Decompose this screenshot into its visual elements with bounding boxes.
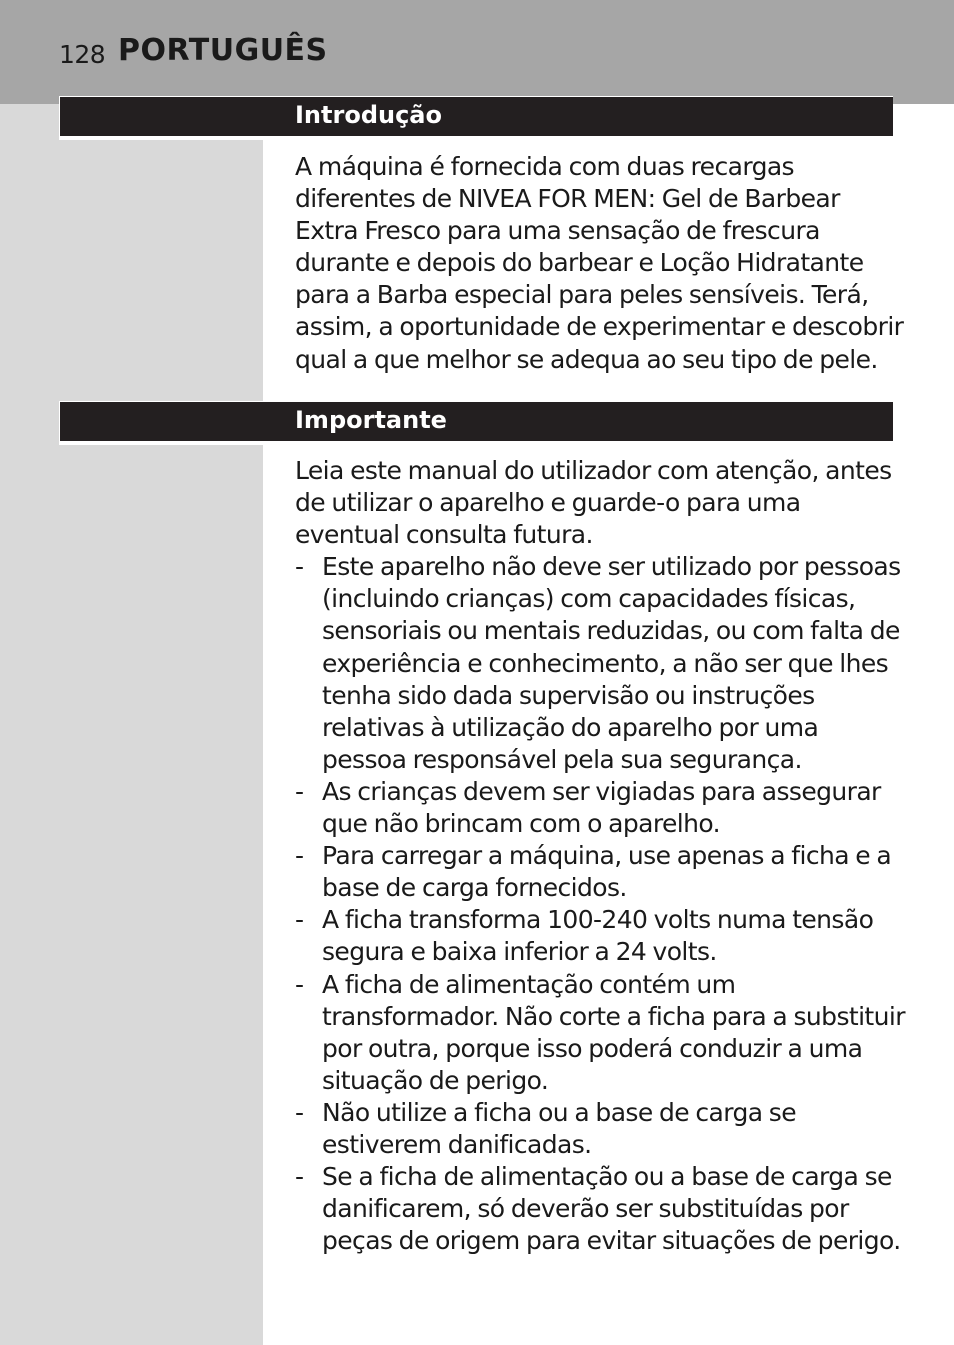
left-margin-column xyxy=(0,104,263,1345)
section-header-importante xyxy=(59,401,893,445)
page-number: 128 xyxy=(59,40,106,69)
list-item-text: A ficha transforma 100-240 volts numa tensão segura e baixa inferior a 24 volts. xyxy=(322,905,874,967)
list-item xyxy=(295,969,905,1097)
introducao-body xyxy=(295,151,905,376)
bullet-dash: - xyxy=(295,905,304,935)
bullet-dash: - xyxy=(295,1162,304,1192)
section-header-fill xyxy=(60,402,893,441)
bullet-dash: - xyxy=(295,841,304,871)
importante-body xyxy=(295,455,905,1257)
list-item xyxy=(295,840,905,904)
list-item-text: Para carregar a máquina, use apenas a ficha e a base de carga fornecidos. xyxy=(322,841,892,903)
section-header-fill xyxy=(60,97,893,136)
introducao-paragraph: A máquina é fornecida com duas recargas diferentes de NIVEA FOR MEN: Gel de Barbear Extra Fresco para uma sensação de frescura durante e depois do barbear e Loção Hidratante para a Barba especial para peles sensíveis. Terá, assim, a oportunidade de experimentar e descobrir qual a que melhor se adequa ao seu tipo de pele. xyxy=(295,152,904,374)
language-title: PORTUGUÊS xyxy=(118,33,328,68)
list-item xyxy=(295,1097,905,1161)
section-header-introducao xyxy=(59,96,893,140)
safety-bullet-list xyxy=(295,551,905,1257)
list-item-text: Este aparelho não deve ser utilizado por pessoas (incluindo crianças) com capacidades físicas, sensoriais ou mentais reduzidas, ou com falta de experiência e conhecimento, a não ser que lhes tenha sido dada supervisão ou instruções relativas à utilização do aparelho por uma pessoa responsável pela sua segurança. xyxy=(322,552,901,774)
list-item-text: As crianças devem ser vigiadas para assegurar que não brincam com o aparelho. xyxy=(322,776,881,839)
bullet-dash: - xyxy=(295,1097,304,1127)
importante-intro: Leia este manual do utilizador com atenção, antes de utilizar o aparelho e guarde-o para uma eventual consulta futura. xyxy=(295,456,892,550)
list-item xyxy=(295,776,905,840)
bullet-dash: - xyxy=(295,552,304,582)
bullet-dash: - xyxy=(295,776,304,806)
list-item xyxy=(295,1161,905,1257)
list-item xyxy=(295,904,905,968)
section-title-introducao: Introdução xyxy=(295,101,442,129)
section-title-importante: Importante xyxy=(295,406,447,434)
list-item-text: A ficha de alimentação contém um transformador. Não corte a ficha para a substituir por outra, porque isso poderá conduzir a uma situação de perigo. xyxy=(322,969,905,1095)
list-item-text: Não utilize a ficha ou a base de carga se estiverem danificadas. xyxy=(322,1097,797,1159)
bullet-dash: - xyxy=(295,969,304,999)
list-item-text: Se a ficha de alimentação ou a base de carga se danificarem, só deverão ser substituídas por peças de origem para evitar situações de perigo. xyxy=(322,1162,901,1256)
list-item xyxy=(295,551,905,776)
